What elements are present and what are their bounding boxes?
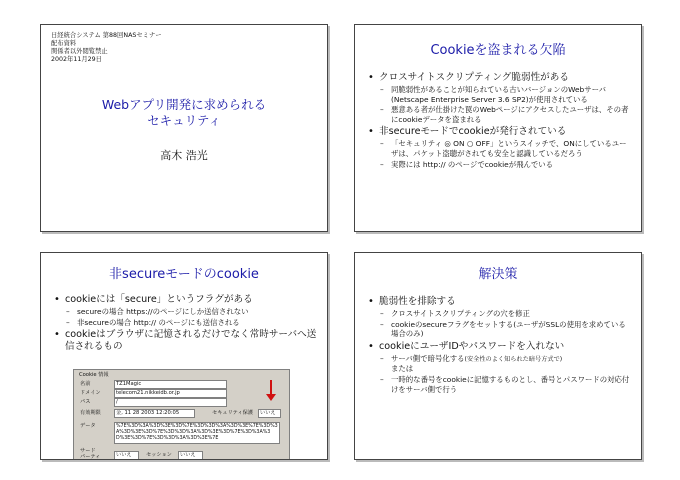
path-label: パス <box>80 399 91 405</box>
slide-cookie-theft <box>354 24 642 232</box>
third-party-label: サード パーティ <box>80 448 101 460</box>
sub-bullet-encrypt <box>367 354 633 374</box>
sub-bullet-http-cookie: – 実際には http:// のページでcookieが飛んでいる <box>367 160 633 170</box>
sub-bullet-fix-xss: – クロスサイトスクリプティングの穴を修正 <box>367 309 633 319</box>
sub-bullet-secure-flag: – cookieのsecureフラグをセットする(ユーザがSSLの使用を求めている場合のみ) <box>367 320 633 339</box>
session-field: いいえ <box>178 451 203 460</box>
domain-field: telecom21.nikkeidb.or.jp <box>114 389 227 398</box>
sub-bullet-security-switch: – 「セキュリティ ◎ ON ○ OFF」というスイッチで、ONにしているユーザは、パケット盗聴がされても安全と認識しているだろう <box>367 139 633 158</box>
expires-field: 金, 11 28 2003 12:20:05 <box>114 409 195 418</box>
data-field: %7E%3D%3A%3D%3E%3D%7E%3D%3D%3A%3D%3E%7E%3D%3A%3D%3E%3D%7E%3D%3D%3A%3D%3E%3D%7E%3D%3A%3D%3E%3D%7E%3D%3D%3A%3D%3E%7E <box>114 422 280 444</box>
slide-header-info: 日経統合システム 第88回NASセミナー 配布資料 関係者以外閲覧禁止 2002年11月29日 <box>51 32 162 63</box>
cookie-info-dialog <box>73 369 290 460</box>
data-label: データ <box>80 423 96 429</box>
session-label: セッション <box>146 452 172 458</box>
name-label: 名前 <box>80 381 91 387</box>
encrypt-or: または <box>391 364 414 374</box>
bullet-non-secure: • 非secureモードでcookieが発行されている <box>367 126 633 138</box>
bullet-list <box>367 293 633 394</box>
bullet-secure-flag: • cookieには「secure」というフラグがある <box>53 294 319 306</box>
bullet-always-sent: • cookieはブラウザに記憶されるだけでなく常時サーバへ送信されるもの <box>53 329 319 353</box>
sub-bullet-nonsecure-http: – 非secureの場合 http:// のページにも送信される <box>53 318 319 328</box>
secure-label: セキュリティ保護 <box>212 410 253 416</box>
slide-solution <box>354 252 642 460</box>
presentation-title <box>41 97 327 129</box>
encrypt-note: (安全性のよく知られた暗号方式で) <box>464 355 563 363</box>
slide-title: 非secureモードのcookie <box>109 267 259 282</box>
bullet-list <box>367 69 633 169</box>
slide-title: 解決策 <box>478 267 518 282</box>
presentation-title-line1: Webアプリ開発に求められる <box>101 97 267 112</box>
expires-label: 有効期限 <box>80 410 101 416</box>
bullet-xss: • クロスサイトスクリプティング脆弱性がある <box>367 72 633 84</box>
third-party-field: いいえ <box>114 451 139 460</box>
path-field: / <box>114 398 227 407</box>
slide-title: Cookieを盗まれる欠陥 <box>430 43 566 58</box>
encrypt-text: サーバ側で暗号化する <box>391 353 465 363</box>
red-arrow-icon <box>266 394 276 401</box>
secure-field: いいえ <box>258 409 281 418</box>
slide-title <box>40 24 328 232</box>
bullet-remove-vuln: • 脆弱性を排除する <box>367 296 633 308</box>
domain-label: ドメイン <box>80 390 101 396</box>
slide-non-secure-cookie <box>40 252 328 460</box>
sub-bullet-temp-number: – 一時的な番号をcookieに記憶するものとし、番号とパスワードの対応付けをサーバ側で行う <box>367 375 633 394</box>
dialog-title: Cookie 情報 <box>79 372 109 378</box>
bullet-no-credentials: • cookieにユーザIDやパスワードを入れない <box>367 341 633 353</box>
sub-bullet-secure-https: – secureの場合 https://のページにしか送信されない <box>53 307 319 317</box>
sub-bullet-old-server: – 同脆弱性があることが知られている古いバージョンのWebサーバ(Netscape Enterprise Server 3.6 SP2)が使用されている <box>367 85 633 104</box>
presentation-title-line2: セキュリティ <box>147 113 221 128</box>
bullet-list <box>53 291 319 353</box>
author-name: 高木 浩光 <box>160 149 208 162</box>
name-field: TZ1Magic <box>114 380 227 389</box>
sub-bullet-trap-page: – 悪意ある者が仕掛けた罠のWebページにアクセスしたユーザは、その者にcookieデータを盗まれる <box>367 105 633 124</box>
